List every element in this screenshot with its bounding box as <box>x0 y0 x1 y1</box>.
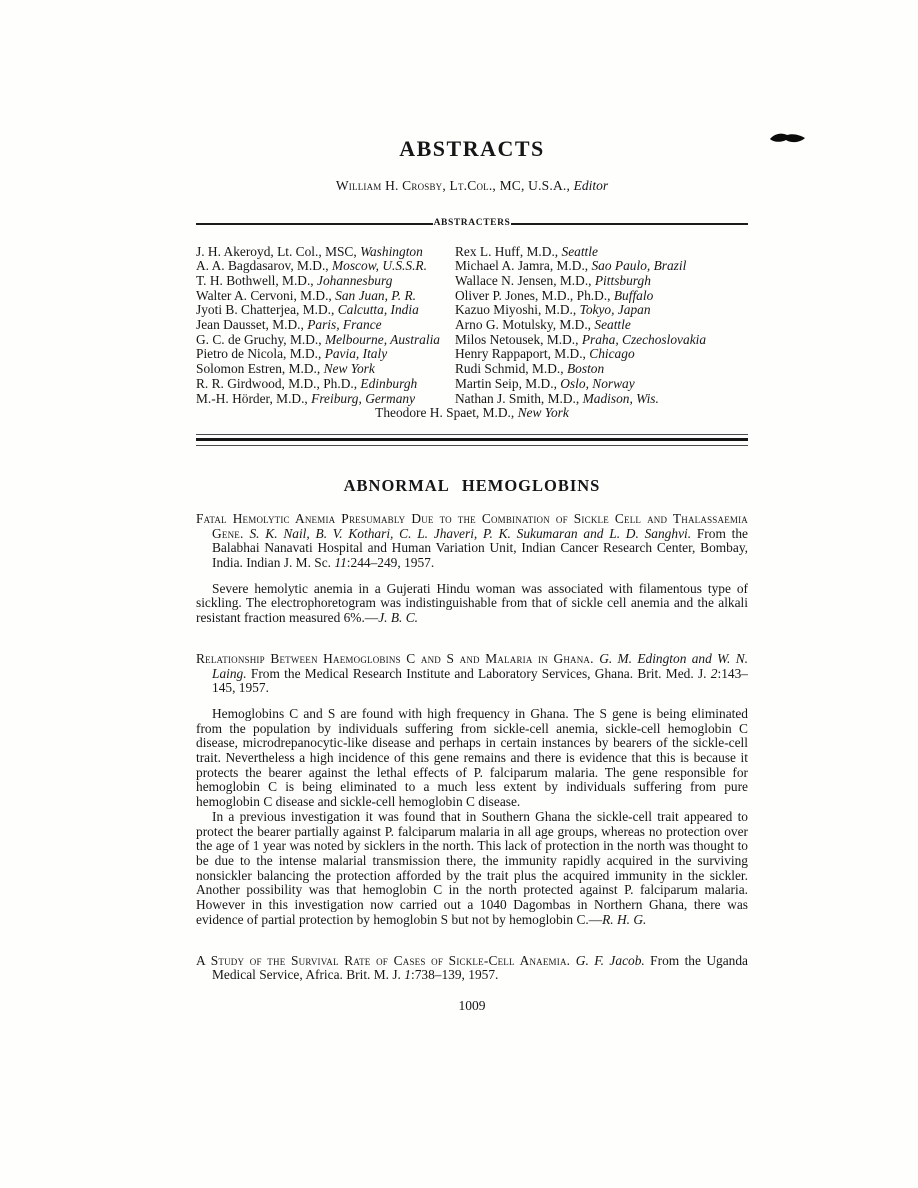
abstracter-name: Solomon Estren, M.D., <box>196 361 324 377</box>
divider-rule-right <box>511 223 748 225</box>
abstracter-place: Pittsburgh <box>594 272 651 288</box>
abstracter-entry <box>455 333 748 348</box>
abstracter-entry <box>455 289 748 304</box>
abstracter-name: Walter A. Cervoni, M.D., <box>196 287 336 303</box>
text-segment: Relationship Between Haemoglobins C and S and Malaria in Ghana. <box>196 650 600 666</box>
abstracter-entry <box>455 347 748 362</box>
abstracter-entry <box>455 362 748 377</box>
page-content <box>196 136 748 1014</box>
text-segment: Hemoglobins C and S are found with high frequency in Ghana. The S gene is being eliminated from the population by individuals suffering from sickle-cell anemia, sickle-cell hemoglobin C disease, microdrepanocytic-like disease and perhaps in certain instances by bearers of the sickle-cell trait. Nevertheless a high incidence of this gene remains and there is evidence that this is because it protects the bearer against the lethal effects of P. falciparum malaria. The gene responsible for hemoglobin C is being eliminated to a much less extent by individuals suffering from pure hemoglobin C disease and sickle-cell hemoglobin C disease. <box>196 705 748 810</box>
abstracter-entry-centered <box>196 406 748 421</box>
abstracter-place: Sao Paulo, Brazil <box>591 258 687 274</box>
abstracter-place: Freiburg, Germany <box>311 390 416 406</box>
rule-thin-top <box>196 434 748 435</box>
text-segment: William H. Crosby, Lt.Col., MC, U.S.A., <box>335 178 574 193</box>
abstracter-place: Calcutta, India <box>337 302 419 318</box>
section-divider-rule <box>196 434 748 446</box>
abstracts-list <box>196 512 748 983</box>
abstracter-place: Madison, Wis. <box>582 390 659 406</box>
abstracter-entry <box>196 377 455 392</box>
abstracter-name: M.-H. Hörder, M.D., <box>196 390 312 406</box>
text-segment: A Study of the Survival Rate of Cases of Sickle-Cell Anaemia. <box>196 952 576 968</box>
abstracter-place: Oslo, Norway <box>560 375 635 391</box>
abstracter-entry <box>196 362 455 377</box>
abstract-entry-3 <box>196 954 748 983</box>
abstract-paragraph <box>196 582 748 626</box>
abstracter-place: Boston <box>566 361 605 377</box>
abstracters-label: ABSTRACTERS <box>433 218 511 228</box>
abstract-paragraph <box>196 810 748 928</box>
page-title: ABSTRACTS <box>399 136 545 161</box>
abstracters-column-left <box>196 245 455 407</box>
abstracter-place: New York <box>517 405 569 421</box>
text-segment: S. K. Nail, B. V. Kothari, C. L. Jhaveri, P. K. Sukumaran and L. D. Sanghvi. <box>249 525 692 541</box>
abstracter-place: Seattle <box>561 243 598 259</box>
text-segment: Severe hemolytic anemia in a Gujerati Hindu woman was associated with filamentous type of sickling. The electrophoretogram was indistinguishable from that of sickle cell anemia and the alkali resistant fraction measured 6%.— <box>196 580 748 626</box>
abstracters-column-right <box>455 245 748 407</box>
abstract-citation <box>196 512 748 571</box>
abstracter-entry <box>196 347 455 362</box>
text-segment: J. B. C. <box>378 610 418 626</box>
abstracter-name: Rex L. Huff, M.D., <box>455 243 562 259</box>
abstracter-name: Milos Netousek, M.D., <box>455 331 582 347</box>
abstracter-name: G. C. de Gruchy, M.D., <box>196 331 325 347</box>
abstracter-place: Seattle <box>594 317 631 333</box>
text-segment: In a previous investigation it was found that in Southern Ghana the sickle-cell trait appeared to protect the bearer partially against P. falciparum malaria in all age groups, whereas no protection over the age of 1 year was noted by sicklers in the north. This lack of protection in the north was thought to be due to the intense malarial transmission there, the immunity rapidly acquired in the surviving nonsickler balancing the protection afforded by the trait plus the acquired immunity in the sickler. Another possibility was that hemoglobin C in the north protected against P. falciparum malaria. However in this investigation now carried out a 1040 Dagombas in Northern Ghana, there was evidence of partial protection by hemoglobin S but not by hemoglobin C.— <box>196 808 748 927</box>
abstract-paragraph <box>196 707 748 810</box>
abstracter-name: Henry Rappaport, M.D., <box>455 346 590 362</box>
abstracter-name: Jean Dausset, M.D., <box>196 317 308 333</box>
text-segment: Fatal Hemolytic Anemia Presumably Due to the Combination of Sickle Cell and Thalassaemia Gene. <box>196 510 748 541</box>
abstracter-entry <box>455 303 748 318</box>
abstracter-entry <box>455 392 748 407</box>
rule-thick-middle <box>196 438 748 441</box>
abstracter-entry <box>196 303 455 318</box>
abstracter-name: Michael A. Jamra, M.D., <box>455 258 592 274</box>
abstracter-entry <box>196 245 455 260</box>
abstracters-list <box>196 245 748 407</box>
abstracter-place: Chicago <box>589 346 635 362</box>
abstract-citation <box>196 954 748 983</box>
abstracter-place: Pavia, Italy <box>324 346 388 362</box>
abstracter-entry <box>455 245 748 260</box>
abstracter-name: Nathan J. Smith, M.D., <box>455 390 583 406</box>
text-segment: 1 <box>404 967 411 983</box>
abstract-citation <box>196 652 748 696</box>
abstracter-name: Arno G. Motulsky, M.D., <box>455 317 595 333</box>
section-heading: ABNORMAL HEMOGLOBINS <box>343 475 601 495</box>
abstracter-entry <box>196 259 455 274</box>
text-segment: :143–145, 1957. <box>212 665 748 696</box>
divider-rule-left <box>196 223 433 225</box>
abstracter-entry <box>196 274 455 289</box>
abstracters-divider <box>196 219 748 229</box>
abstracter-place: Praha, Czechoslovakia <box>581 331 707 347</box>
text-segment: 11 <box>334 555 347 571</box>
abstracter-entry <box>196 392 455 407</box>
abstracter-place: New York <box>323 361 375 377</box>
abstracter-place: Washington <box>360 243 423 259</box>
text-segment: :738–139, 1957. <box>410 967 499 983</box>
abstracter-name: Martin Seip, M.D., <box>455 375 561 391</box>
abstracter-name: Rudi Schmid, M.D., <box>455 361 567 377</box>
abstracter-place: Moscow, U.S.S.R. <box>332 258 427 274</box>
abstracter-place: Edinburgh <box>360 375 418 391</box>
abstracter-name: T. H. Bothwell, M.D., <box>196 272 318 288</box>
abstracter-place: San Juan, P. R. <box>335 287 416 303</box>
rule-thin-bottom <box>196 445 748 446</box>
abstracter-entry <box>455 377 748 392</box>
page-number: 1009 <box>458 997 486 1013</box>
abstracter-entry <box>196 289 455 304</box>
abstracter-place: Paris, France <box>307 317 382 333</box>
abstracter-name: Kazuo Miyoshi, M.D., <box>455 302 580 318</box>
abstracter-entry <box>455 274 748 289</box>
abstracter-place: Buffalo <box>613 287 654 303</box>
text-segment: G. F. Jacob. <box>575 952 645 968</box>
ink-smudge-mark <box>767 130 809 148</box>
abstracter-name: Pietro de Nicola, M.D., <box>196 346 325 362</box>
editor-line <box>196 178 748 194</box>
text-segment: From the Uganda Medical Service, Africa. Brit. M. J. <box>212 952 748 983</box>
abstracter-name: Oliver P. Jones, M.D., Ph.D., <box>455 287 614 303</box>
abstracter-name: R. R. Girdwood, M.D., Ph.D., <box>196 375 361 391</box>
text-segment: From the Medical Research Institute and Laboratory Services, Ghana. Brit. Med. J. <box>246 665 711 681</box>
abstracter-name: A. A. Bagdasarov, M.D., <box>196 258 332 274</box>
abstracter-entry <box>196 333 455 348</box>
abstracter-name: Jyoti B. Chatterjea, M.D., <box>196 302 338 318</box>
text-segment: From the Balabhai Nanavati Hospital and Human Variation Unit, Indian Cancer Research Center, Bombay, India. Indian J. M. Sc. <box>212 525 749 571</box>
abstracter-place: Melbourne, Australia <box>324 331 440 347</box>
text-segment: 2 <box>710 665 718 681</box>
abstracter-place: Johannesburg <box>317 272 393 288</box>
abstract-entry-2 <box>196 652 748 928</box>
text-segment: R. H. G. <box>602 911 647 927</box>
text-segment: Editor <box>573 178 609 193</box>
abstracter-entry <box>455 259 748 274</box>
abstract-entry-1 <box>196 512 748 626</box>
text-segment: G. M. Edington and W. N. Laing. <box>212 650 748 681</box>
abstracter-name: J. H. Akeroyd, Lt. Col., MSC, <box>196 243 361 259</box>
text-segment: :244–249, 1957. <box>346 555 435 571</box>
abstracter-name: Theodore H. Spaet, M.D., <box>375 405 518 421</box>
abstracter-entry <box>455 318 748 333</box>
abstracter-place: Tokyo, Japan <box>579 302 651 318</box>
abstracter-name: Wallace N. Jensen, M.D., <box>455 272 595 288</box>
abstracter-entry <box>196 318 455 333</box>
